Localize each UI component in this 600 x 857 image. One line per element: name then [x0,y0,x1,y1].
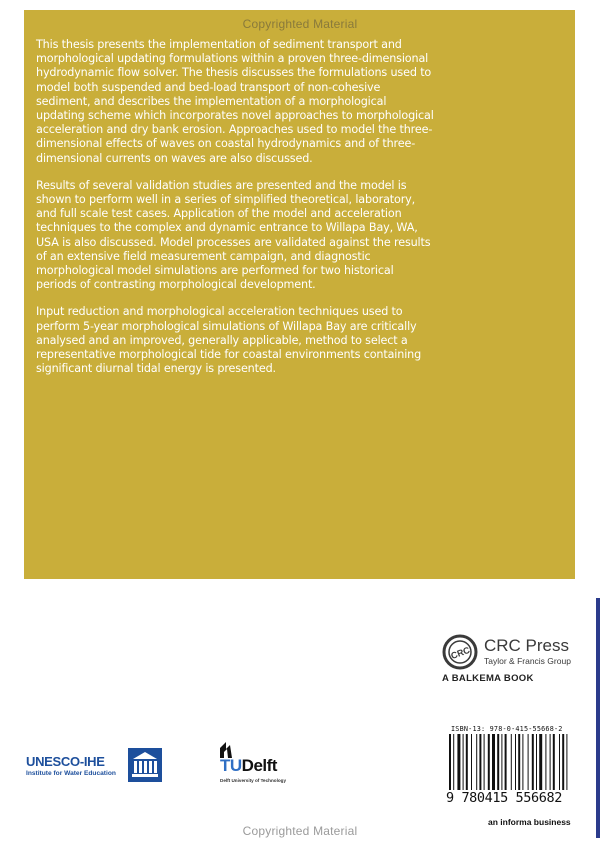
blurb-paragraph-3: Input reduction and morphological acceleration techniques used to perform 5-year morphological simulations of Willapa Bay are critically analysed and an improved, generally applicable, method to select a representative morphological tide for coastal environments containing significant diurnal tidal energy is presented. [36,305,422,376]
watermark-top: Copyrighted Material [242,17,358,31]
publisher-subtitle: Taylor & Francis Group [484,656,571,666]
watermark-bottom: Copyrighted Material [242,824,358,838]
blurb-paragraph-1: This thesis presents the implementation of sediment transport and morphological updating formulations within a proven three-dimensional hydrodynamic flow solver. The thesis discusses the formulations used to model both suspended and bed-load transport of non-cohesive sediment, and describes the implementation of a morphological updating scheme which incorporates novel approaches to morphological acceleration and dry bank erosion. Approaches used to model the three-dimensional effects of waves on coastal hydrodynamics and of three-dimensional currents on waves are also discussed. [36,38,434,165]
unesco-temple-icon [128,748,162,782]
crc-emblem-icon [442,634,478,670]
informa-tagline: an informa business [488,817,571,827]
imprint-label: A BALKEMA BOOK [442,673,534,684]
barcode-digits: 9 780415 556682 [446,790,574,806]
tudelft-name [220,756,277,776]
accent-rule [596,598,600,838]
tudelft-tu: TU [220,756,242,775]
isbn-label: ISBN-13: 978-0-415-55668-2 [451,725,563,733]
crc-emblem-text: CRC [449,644,472,661]
unesco-subtitle: Institute for Water Education [26,770,116,777]
unesco-ihe-logo [26,748,166,788]
publisher-name: CRC Press [484,636,570,655]
blurb-text [36,38,436,389]
tudelft-logo [218,740,308,790]
cover-panel [24,10,575,579]
blurb-paragraph-2: Results of several validation studies are presented and the model is shown to perform well in a series of simplified theoretical, laboratory, and full scale test cases. Application of the model and acceleration techniques to the complex and dynamic entrance to Willapa Bay, WA, USA is also discussed. Model processes are validated against the results of an extensive field measurement campaign, and diagnostic morphological model simulations are performed for two historical periods of contrasting morphological development. [36,178,431,292]
tudelft-subtitle: Delft University of Technology [220,778,287,783]
tudelft-delft: Delft [241,756,277,775]
unesco-name: UNESCO-IHE [26,754,105,769]
